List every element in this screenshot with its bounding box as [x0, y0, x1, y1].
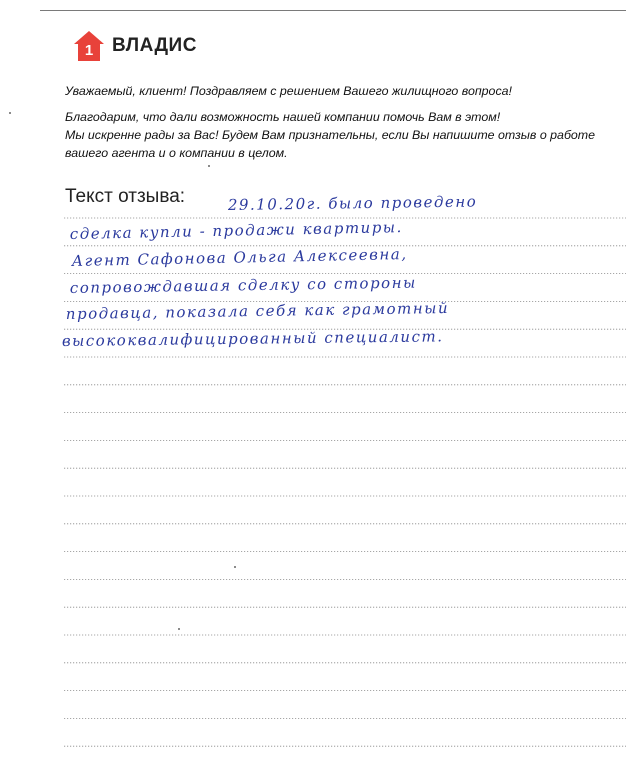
- scan-speck: [9, 112, 11, 114]
- intro-thanks: Благодарим, что дали возможность нашей компании помочь Вам в этом!: [65, 110, 501, 124]
- brand-name: ВЛАДИС: [112, 35, 197, 56]
- scan-speck: [208, 165, 210, 167]
- intro-greeting: Уважаемый, клиент! Поздравляем с решением Вашего жилищного вопроса!: [65, 84, 512, 98]
- handwritten-line: 29.10.20г. было проведено: [227, 192, 478, 214]
- handwritten-line: сделка купли - продажи квартиры.: [69, 218, 404, 243]
- scan-speck: [178, 628, 180, 630]
- handwritten-line: Агент Сафонова Ольга Алексеевна,: [71, 244, 408, 270]
- brand-badge-number: 1: [84, 42, 94, 59]
- intro-request: Мы искренне рады за Вас! Будем Вам признательны, если Вы напишите отзыв о работе: [65, 128, 596, 142]
- handwritten-line: сопровождавшая сделку со стороны: [69, 273, 417, 297]
- scan-speck: [234, 566, 236, 568]
- handwritten-line: продавца, показала себя как грамотный: [65, 298, 450, 323]
- review-heading: Текст отзыва:: [65, 186, 186, 207]
- writing-lines: [61, 0, 626, 768]
- handwritten-line: высококвалифицированный специалист.: [61, 327, 444, 350]
- intro-request-cont: вашего агента и о компании в целом.: [65, 146, 288, 160]
